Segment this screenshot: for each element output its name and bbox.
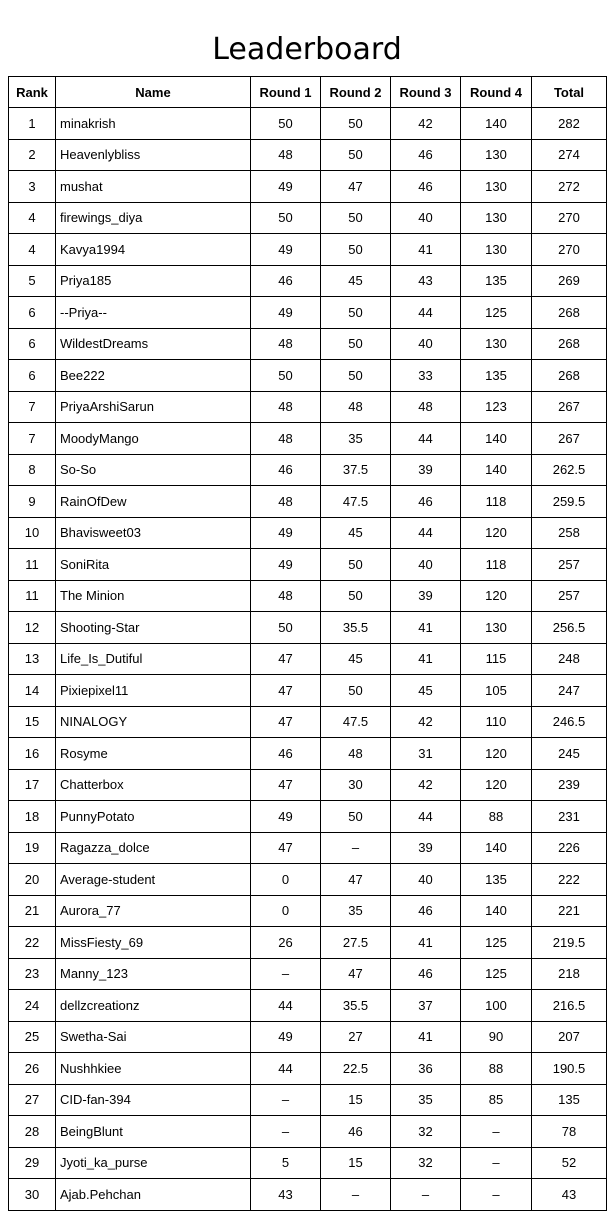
round2-cell: 22.5 bbox=[321, 1053, 391, 1085]
table-body bbox=[9, 108, 607, 1211]
table-row bbox=[9, 612, 607, 644]
round4-cell: 135 bbox=[461, 864, 532, 896]
table-row bbox=[9, 1116, 607, 1148]
round1-cell: 47 bbox=[251, 706, 321, 738]
table-row bbox=[9, 1179, 607, 1211]
total-cell: 247 bbox=[532, 675, 607, 707]
table-row bbox=[9, 423, 607, 455]
total-cell: 221 bbox=[532, 895, 607, 927]
round3-cell: 41 bbox=[391, 234, 461, 266]
table-row bbox=[9, 832, 607, 864]
round4-cell: 140 bbox=[461, 454, 532, 486]
table-row bbox=[9, 1084, 607, 1116]
rank-cell: 7 bbox=[9, 423, 56, 455]
round3-cell: 32 bbox=[391, 1147, 461, 1179]
round1-cell: 50 bbox=[251, 360, 321, 392]
round4-cell: 90 bbox=[461, 1021, 532, 1053]
round3-cell: 44 bbox=[391, 297, 461, 329]
round4-cell: 110 bbox=[461, 706, 532, 738]
name-cell: mushat bbox=[56, 171, 251, 203]
round2-cell: 35.5 bbox=[321, 612, 391, 644]
total-cell: 190.5 bbox=[532, 1053, 607, 1085]
table-header-row bbox=[9, 77, 607, 108]
name-cell: Bee222 bbox=[56, 360, 251, 392]
leaderboard-table bbox=[8, 76, 607, 1211]
rank-cell: 2 bbox=[9, 139, 56, 171]
table-row bbox=[9, 1147, 607, 1179]
round2-cell: 15 bbox=[321, 1084, 391, 1116]
rank-cell: 26 bbox=[9, 1053, 56, 1085]
round3-cell: 40 bbox=[391, 328, 461, 360]
table-row bbox=[9, 202, 607, 234]
rank-cell: 4 bbox=[9, 202, 56, 234]
total-cell: 218 bbox=[532, 958, 607, 990]
round2-cell: 48 bbox=[321, 391, 391, 423]
round2-cell: 35.5 bbox=[321, 990, 391, 1022]
round1-cell: 47 bbox=[251, 832, 321, 864]
table-row bbox=[9, 454, 607, 486]
name-cell: Ragazza_dolce bbox=[56, 832, 251, 864]
round4-cell: 115 bbox=[461, 643, 532, 675]
round4-cell: 130 bbox=[461, 202, 532, 234]
rank-cell: 4 bbox=[9, 234, 56, 266]
column-header: Rank bbox=[9, 77, 56, 108]
total-cell: 270 bbox=[532, 202, 607, 234]
round4-cell: 130 bbox=[461, 328, 532, 360]
name-cell: Rosyme bbox=[56, 738, 251, 770]
round4-cell: 88 bbox=[461, 1053, 532, 1085]
round1-cell: 50 bbox=[251, 202, 321, 234]
rank-cell: 27 bbox=[9, 1084, 56, 1116]
rank-cell: 29 bbox=[9, 1147, 56, 1179]
rank-cell: 21 bbox=[9, 895, 56, 927]
round4-cell: 130 bbox=[461, 612, 532, 644]
name-cell: Heavenlybliss bbox=[56, 139, 251, 171]
round1-cell: 26 bbox=[251, 927, 321, 959]
round1-cell: 44 bbox=[251, 990, 321, 1022]
total-cell: 52 bbox=[532, 1147, 607, 1179]
round4-cell: 130 bbox=[461, 171, 532, 203]
column-header: Round 3 bbox=[391, 77, 461, 108]
total-cell: 268 bbox=[532, 297, 607, 329]
total-cell: 226 bbox=[532, 832, 607, 864]
round2-cell: 45 bbox=[321, 643, 391, 675]
round3-cell: 39 bbox=[391, 832, 461, 864]
column-header: Name bbox=[56, 77, 251, 108]
round2-cell: 50 bbox=[321, 328, 391, 360]
name-cell: RainOfDew bbox=[56, 486, 251, 518]
name-cell: Kavya1994 bbox=[56, 234, 251, 266]
round3-cell: 48 bbox=[391, 391, 461, 423]
total-cell: 216.5 bbox=[532, 990, 607, 1022]
total-cell: 245 bbox=[532, 738, 607, 770]
rank-cell: 7 bbox=[9, 391, 56, 423]
round2-cell: 50 bbox=[321, 202, 391, 234]
round4-cell: 140 bbox=[461, 423, 532, 455]
page-title: Leaderboard bbox=[212, 32, 402, 67]
round4-cell: 105 bbox=[461, 675, 532, 707]
name-cell: SoniRita bbox=[56, 549, 251, 581]
table-row bbox=[9, 234, 607, 266]
round3-cell: 43 bbox=[391, 265, 461, 297]
name-cell: Bhavisweet03 bbox=[56, 517, 251, 549]
table-row bbox=[9, 297, 607, 329]
rank-cell: 12 bbox=[9, 612, 56, 644]
round1-cell: 5 bbox=[251, 1147, 321, 1179]
rank-cell: 25 bbox=[9, 1021, 56, 1053]
rank-cell: 20 bbox=[9, 864, 56, 896]
total-cell: 259.5 bbox=[532, 486, 607, 518]
round3-cell: 44 bbox=[391, 517, 461, 549]
table-row bbox=[9, 643, 607, 675]
table-row bbox=[9, 864, 607, 896]
round1-cell: 0 bbox=[251, 895, 321, 927]
round2-cell: 46 bbox=[321, 1116, 391, 1148]
round2-cell: 15 bbox=[321, 1147, 391, 1179]
round2-cell: 45 bbox=[321, 265, 391, 297]
round4-cell: – bbox=[461, 1147, 532, 1179]
round3-cell: 40 bbox=[391, 864, 461, 896]
table-row bbox=[9, 171, 607, 203]
round2-cell: 50 bbox=[321, 580, 391, 612]
total-cell: 222 bbox=[532, 864, 607, 896]
round3-cell: 46 bbox=[391, 958, 461, 990]
round4-cell: 100 bbox=[461, 990, 532, 1022]
round3-cell: 44 bbox=[391, 801, 461, 833]
round2-cell: 50 bbox=[321, 139, 391, 171]
round2-cell: 50 bbox=[321, 360, 391, 392]
rank-cell: 30 bbox=[9, 1179, 56, 1211]
table-row bbox=[9, 139, 607, 171]
round1-cell: 46 bbox=[251, 454, 321, 486]
round1-cell: – bbox=[251, 958, 321, 990]
round2-cell: – bbox=[321, 832, 391, 864]
name-cell: CID-fan-394 bbox=[56, 1084, 251, 1116]
round1-cell: 47 bbox=[251, 675, 321, 707]
round3-cell: 46 bbox=[391, 171, 461, 203]
round1-cell: 48 bbox=[251, 139, 321, 171]
round1-cell: 48 bbox=[251, 423, 321, 455]
total-cell: 267 bbox=[532, 423, 607, 455]
rank-cell: 19 bbox=[9, 832, 56, 864]
table-row bbox=[9, 517, 607, 549]
rank-cell: 17 bbox=[9, 769, 56, 801]
round2-cell: 27 bbox=[321, 1021, 391, 1053]
round3-cell: 42 bbox=[391, 706, 461, 738]
name-cell: Manny_123 bbox=[56, 958, 251, 990]
round2-cell: – bbox=[321, 1179, 391, 1211]
name-cell: Ajab.Pehchan bbox=[56, 1179, 251, 1211]
round4-cell: 130 bbox=[461, 234, 532, 266]
rank-cell: 22 bbox=[9, 927, 56, 959]
round2-cell: 47 bbox=[321, 171, 391, 203]
round4-cell: 125 bbox=[461, 297, 532, 329]
rank-cell: 6 bbox=[9, 297, 56, 329]
table-row bbox=[9, 738, 607, 770]
column-header: Round 2 bbox=[321, 77, 391, 108]
round1-cell: 49 bbox=[251, 234, 321, 266]
round2-cell: 27.5 bbox=[321, 927, 391, 959]
round3-cell: 42 bbox=[391, 769, 461, 801]
name-cell: The Minion bbox=[56, 580, 251, 612]
table-row bbox=[9, 328, 607, 360]
rank-cell: 1 bbox=[9, 108, 56, 140]
total-cell: 248 bbox=[532, 643, 607, 675]
round1-cell: 44 bbox=[251, 1053, 321, 1085]
round1-cell: 46 bbox=[251, 265, 321, 297]
column-header: Round 4 bbox=[461, 77, 532, 108]
round4-cell: 120 bbox=[461, 517, 532, 549]
round4-cell: 120 bbox=[461, 769, 532, 801]
round4-cell: 120 bbox=[461, 580, 532, 612]
total-cell: 246.5 bbox=[532, 706, 607, 738]
round2-cell: 47.5 bbox=[321, 486, 391, 518]
round4-cell: 140 bbox=[461, 832, 532, 864]
rank-cell: 3 bbox=[9, 171, 56, 203]
name-cell: Shooting-Star bbox=[56, 612, 251, 644]
round3-cell: 41 bbox=[391, 612, 461, 644]
total-cell: 262.5 bbox=[532, 454, 607, 486]
round3-cell: 35 bbox=[391, 1084, 461, 1116]
round3-cell: 45 bbox=[391, 675, 461, 707]
round4-cell: – bbox=[461, 1179, 532, 1211]
name-cell: --Priya-- bbox=[56, 297, 251, 329]
name-cell: Jyoti_ka_purse bbox=[56, 1147, 251, 1179]
rank-cell: 8 bbox=[9, 454, 56, 486]
name-cell: minakrish bbox=[56, 108, 251, 140]
round3-cell: 37 bbox=[391, 990, 461, 1022]
round2-cell: 47.5 bbox=[321, 706, 391, 738]
round1-cell: 48 bbox=[251, 580, 321, 612]
round1-cell: 49 bbox=[251, 517, 321, 549]
round4-cell: 88 bbox=[461, 801, 532, 833]
round3-cell: 46 bbox=[391, 895, 461, 927]
name-cell: MissFiesty_69 bbox=[56, 927, 251, 959]
rank-cell: 18 bbox=[9, 801, 56, 833]
round3-cell: 46 bbox=[391, 139, 461, 171]
round4-cell: 85 bbox=[461, 1084, 532, 1116]
name-cell: dellzcreationz bbox=[56, 990, 251, 1022]
table-row bbox=[9, 675, 607, 707]
round3-cell: 36 bbox=[391, 1053, 461, 1085]
round2-cell: 45 bbox=[321, 517, 391, 549]
rank-cell: 23 bbox=[9, 958, 56, 990]
round4-cell: 120 bbox=[461, 738, 532, 770]
table-row bbox=[9, 265, 607, 297]
rank-cell: 16 bbox=[9, 738, 56, 770]
name-cell: BeingBlunt bbox=[56, 1116, 251, 1148]
table-row bbox=[9, 486, 607, 518]
round3-cell: 44 bbox=[391, 423, 461, 455]
round1-cell: – bbox=[251, 1116, 321, 1148]
total-cell: 256.5 bbox=[532, 612, 607, 644]
total-cell: 207 bbox=[532, 1021, 607, 1053]
rank-cell: 28 bbox=[9, 1116, 56, 1148]
round1-cell: 48 bbox=[251, 391, 321, 423]
round1-cell: 49 bbox=[251, 1021, 321, 1053]
table-row bbox=[9, 706, 607, 738]
round1-cell: 48 bbox=[251, 486, 321, 518]
total-cell: 78 bbox=[532, 1116, 607, 1148]
column-header: Total bbox=[532, 77, 607, 108]
round1-cell: 49 bbox=[251, 171, 321, 203]
total-cell: 135 bbox=[532, 1084, 607, 1116]
table-row bbox=[9, 958, 607, 990]
round4-cell: 125 bbox=[461, 927, 532, 959]
rank-cell: 13 bbox=[9, 643, 56, 675]
rank-cell: 14 bbox=[9, 675, 56, 707]
round2-cell: 47 bbox=[321, 864, 391, 896]
total-cell: 268 bbox=[532, 360, 607, 392]
name-cell: NINALOGY bbox=[56, 706, 251, 738]
total-cell: 274 bbox=[532, 139, 607, 171]
round2-cell: 50 bbox=[321, 675, 391, 707]
round1-cell: 50 bbox=[251, 108, 321, 140]
round2-cell: 50 bbox=[321, 234, 391, 266]
table-row bbox=[9, 769, 607, 801]
round4-cell: 125 bbox=[461, 958, 532, 990]
rank-cell: 6 bbox=[9, 360, 56, 392]
round3-cell: 40 bbox=[391, 549, 461, 581]
round3-cell: 41 bbox=[391, 927, 461, 959]
table-row bbox=[9, 990, 607, 1022]
rank-cell: 5 bbox=[9, 265, 56, 297]
table-row bbox=[9, 801, 607, 833]
name-cell: Aurora_77 bbox=[56, 895, 251, 927]
round4-cell: 118 bbox=[461, 549, 532, 581]
round4-cell: 135 bbox=[461, 265, 532, 297]
round4-cell: 140 bbox=[461, 895, 532, 927]
round4-cell: 140 bbox=[461, 108, 532, 140]
name-cell: So-So bbox=[56, 454, 251, 486]
total-cell: 219.5 bbox=[532, 927, 607, 959]
rank-cell: 6 bbox=[9, 328, 56, 360]
round3-cell: 40 bbox=[391, 202, 461, 234]
round3-cell: 32 bbox=[391, 1116, 461, 1148]
round2-cell: 50 bbox=[321, 297, 391, 329]
name-cell: Pixiepixel11 bbox=[56, 675, 251, 707]
round3-cell: 41 bbox=[391, 643, 461, 675]
total-cell: 258 bbox=[532, 517, 607, 549]
rank-cell: 11 bbox=[9, 549, 56, 581]
round2-cell: 30 bbox=[321, 769, 391, 801]
round2-cell: 50 bbox=[321, 801, 391, 833]
round2-cell: 35 bbox=[321, 895, 391, 927]
table-row bbox=[9, 1021, 607, 1053]
total-cell: 269 bbox=[532, 265, 607, 297]
name-cell: MoodyMango bbox=[56, 423, 251, 455]
table-row bbox=[9, 895, 607, 927]
total-cell: 239 bbox=[532, 769, 607, 801]
round1-cell: 48 bbox=[251, 328, 321, 360]
rank-cell: 9 bbox=[9, 486, 56, 518]
round4-cell: 130 bbox=[461, 139, 532, 171]
round1-cell: 49 bbox=[251, 297, 321, 329]
total-cell: 268 bbox=[532, 328, 607, 360]
round1-cell: 47 bbox=[251, 769, 321, 801]
round3-cell: 46 bbox=[391, 486, 461, 518]
total-cell: 272 bbox=[532, 171, 607, 203]
rank-cell: 24 bbox=[9, 990, 56, 1022]
table-row bbox=[9, 391, 607, 423]
round3-cell: 33 bbox=[391, 360, 461, 392]
round1-cell: 49 bbox=[251, 549, 321, 581]
round3-cell: 39 bbox=[391, 580, 461, 612]
total-cell: 43 bbox=[532, 1179, 607, 1211]
round3-cell: 41 bbox=[391, 1021, 461, 1053]
round2-cell: 47 bbox=[321, 958, 391, 990]
round1-cell: 43 bbox=[251, 1179, 321, 1211]
name-cell: PunnyPotato bbox=[56, 801, 251, 833]
name-cell: Life_Is_Dutiful bbox=[56, 643, 251, 675]
round3-cell: – bbox=[391, 1179, 461, 1211]
round1-cell: – bbox=[251, 1084, 321, 1116]
name-cell: WildestDreams bbox=[56, 328, 251, 360]
round1-cell: 50 bbox=[251, 612, 321, 644]
round3-cell: 31 bbox=[391, 738, 461, 770]
name-cell: Swetha-Sai bbox=[56, 1021, 251, 1053]
round2-cell: 50 bbox=[321, 108, 391, 140]
table-row bbox=[9, 1053, 607, 1085]
round4-cell: 135 bbox=[461, 360, 532, 392]
round4-cell: – bbox=[461, 1116, 532, 1148]
table-row bbox=[9, 580, 607, 612]
round1-cell: 0 bbox=[251, 864, 321, 896]
total-cell: 270 bbox=[532, 234, 607, 266]
name-cell: Nushhkiee bbox=[56, 1053, 251, 1085]
name-cell: Chatterbox bbox=[56, 769, 251, 801]
round3-cell: 39 bbox=[391, 454, 461, 486]
name-cell: Average-student bbox=[56, 864, 251, 896]
name-cell: Priya185 bbox=[56, 265, 251, 297]
rank-cell: 15 bbox=[9, 706, 56, 738]
total-cell: 257 bbox=[532, 549, 607, 581]
round2-cell: 50 bbox=[321, 549, 391, 581]
name-cell: PriyaArshiSarun bbox=[56, 391, 251, 423]
total-cell: 267 bbox=[532, 391, 607, 423]
round1-cell: 46 bbox=[251, 738, 321, 770]
table-row bbox=[9, 549, 607, 581]
table-row bbox=[9, 108, 607, 140]
table-row bbox=[9, 927, 607, 959]
round2-cell: 48 bbox=[321, 738, 391, 770]
name-cell: firewings_diya bbox=[56, 202, 251, 234]
round4-cell: 123 bbox=[461, 391, 532, 423]
column-header: Round 1 bbox=[251, 77, 321, 108]
round4-cell: 118 bbox=[461, 486, 532, 518]
round3-cell: 42 bbox=[391, 108, 461, 140]
total-cell: 231 bbox=[532, 801, 607, 833]
rank-cell: 10 bbox=[9, 517, 56, 549]
round1-cell: 47 bbox=[251, 643, 321, 675]
round1-cell: 49 bbox=[251, 801, 321, 833]
total-cell: 257 bbox=[532, 580, 607, 612]
rank-cell: 11 bbox=[9, 580, 56, 612]
total-cell: 282 bbox=[532, 108, 607, 140]
round2-cell: 37.5 bbox=[321, 454, 391, 486]
table-row bbox=[9, 360, 607, 392]
round2-cell: 35 bbox=[321, 423, 391, 455]
